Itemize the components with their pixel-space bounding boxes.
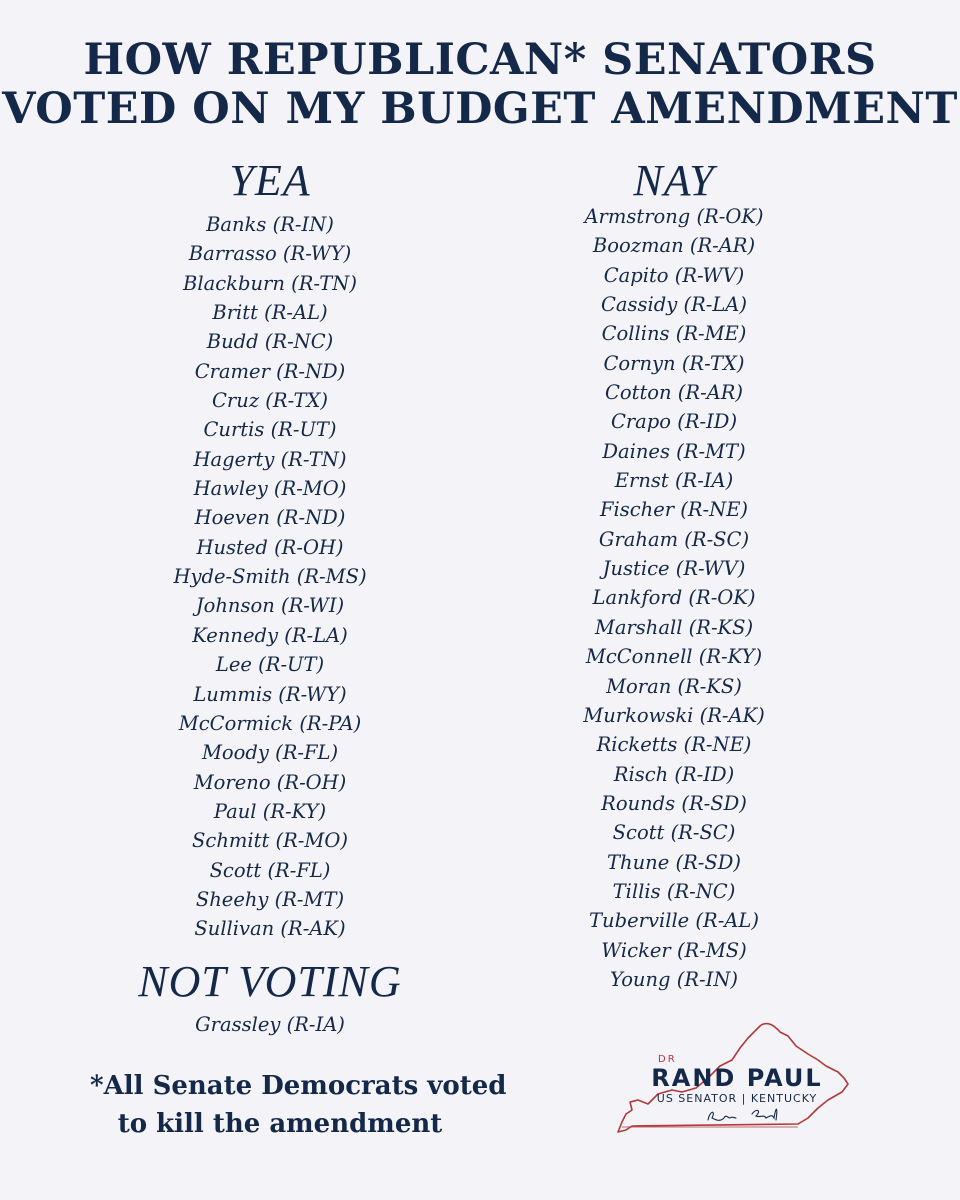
senator-entry: Budd (R-NC): [206, 330, 334, 354]
senator-entry: Sheehy (R-MT): [195, 887, 345, 911]
senator-entry: Cornyn (R-TX): [603, 351, 745, 375]
senator-entry: Boozman (R-AR): [592, 234, 756, 258]
rand-paul-logo: [612, 1014, 862, 1144]
senator-entry: Thune (R-SD): [607, 850, 741, 874]
senator-entry: Tillis (R-NC): [612, 879, 736, 903]
title-line-2: VOTED ON MY BUDGET AMENDMENT: [2, 84, 958, 134]
title-line-1: HOW REPUBLICAN* SENATORS: [83, 35, 877, 85]
senator-entry: Sullivan (R-AK): [194, 917, 346, 941]
senator-entry: Hagerty (R-TN): [193, 447, 347, 471]
footnote: [90, 1067, 507, 1143]
senator-entry: Johnson (R-WI): [195, 594, 345, 618]
senator-entry: Scott (R-FL): [209, 858, 331, 882]
senator-entry: Scott (R-SC): [612, 821, 736, 845]
yea-heading: YEA: [229, 156, 311, 205]
senator-entry: Curtis (R-UT): [203, 418, 337, 442]
not-voting-heading: NOT VOTING: [138, 957, 402, 1006]
senator-entry: Tuberville (R-AL): [589, 909, 759, 933]
senator-entry: Paul (R-KY): [213, 799, 327, 823]
senator-entry: Lummis (R-WY): [193, 682, 347, 706]
senator-entry: Armstrong (R-OK): [584, 205, 764, 228]
senator-entry: Hawley (R-MO): [193, 477, 347, 501]
senator-entry: Cotton (R-AR): [604, 381, 744, 405]
senator-entry: Cruz (R-TX): [212, 389, 328, 413]
senator-entry: Lankford (R-OK): [592, 586, 756, 610]
senator-entry: Murkowski (R-AK): [583, 703, 765, 727]
senator-entry: Wicker (R-MS): [601, 938, 747, 962]
senator-entry: Daines (R-MT): [602, 439, 746, 463]
senator-entry: Risch (R-ID): [613, 762, 735, 786]
senator-entry: Hoeven (R-ND): [194, 506, 346, 530]
senator-entry: Barrasso (R-WY): [188, 242, 352, 266]
senator-entry: Capito (R-WV): [603, 263, 745, 287]
page-title: [0, 36, 960, 134]
logo-prefix: DR: [658, 1054, 677, 1065]
logo-subtitle: US SENATOR | KENTUCKY: [656, 1092, 818, 1105]
signature: [708, 1109, 777, 1120]
footnote-line-2: to kill the amendment: [117, 1109, 443, 1139]
senator-entry: Hyde-Smith (R-MS): [173, 565, 367, 589]
senator-entry: Schmitt (R-MO): [192, 829, 348, 853]
yea-list: [120, 210, 420, 944]
senator-entry: Fischer (R-NE): [599, 498, 749, 522]
not-voting-list: [120, 1010, 420, 1039]
senator-entry: Britt (R-AL): [212, 301, 328, 325]
senator-entry: Ricketts (R-NE): [596, 733, 752, 757]
senator-entry: Grassley (R-IA): [195, 1013, 345, 1036]
senator-entry: Lee (R-UT): [215, 653, 325, 677]
senator-entry: Blackburn (R-TN): [183, 271, 357, 295]
senator-entry: McCormick (R-PA): [178, 711, 362, 735]
senator-entry: Banks (R-IN): [206, 213, 334, 236]
senator-entry: Cassidy (R-LA): [600, 293, 747, 317]
logo-name: RAND PAUL: [651, 1064, 823, 1092]
senator-entry: Justice (R-WV): [602, 557, 746, 581]
footnote-line-1: *All Senate Democrats voted: [90, 1071, 507, 1101]
senator-entry: Moreno (R-OH): [193, 770, 347, 794]
senator-entry: McConnell (R-KY): [585, 645, 763, 669]
senator-entry: Rounds (R-SD): [601, 791, 747, 815]
senator-entry: Moran (R-KS): [606, 674, 742, 698]
senator-entry: Cramer (R-ND): [194, 359, 346, 383]
senator-entry: Moody (R-FL): [201, 741, 339, 765]
senator-entry: Graham (R-SC): [598, 527, 750, 551]
senator-entry: Collins (R-ME): [601, 322, 747, 346]
senator-entry: Husted (R-OH): [196, 535, 344, 559]
senator-entry: Ernst (R-IA): [614, 469, 734, 493]
senator-entry: Crapo (R-ID): [610, 410, 738, 434]
senator-entry: Marshall (R-KS): [594, 615, 754, 639]
nay-list: [524, 202, 824, 994]
nay-heading: NAY: [633, 156, 715, 205]
senator-entry: Kennedy (R-LA): [192, 623, 348, 647]
senator-entry: Young (R-IN): [610, 967, 738, 991]
